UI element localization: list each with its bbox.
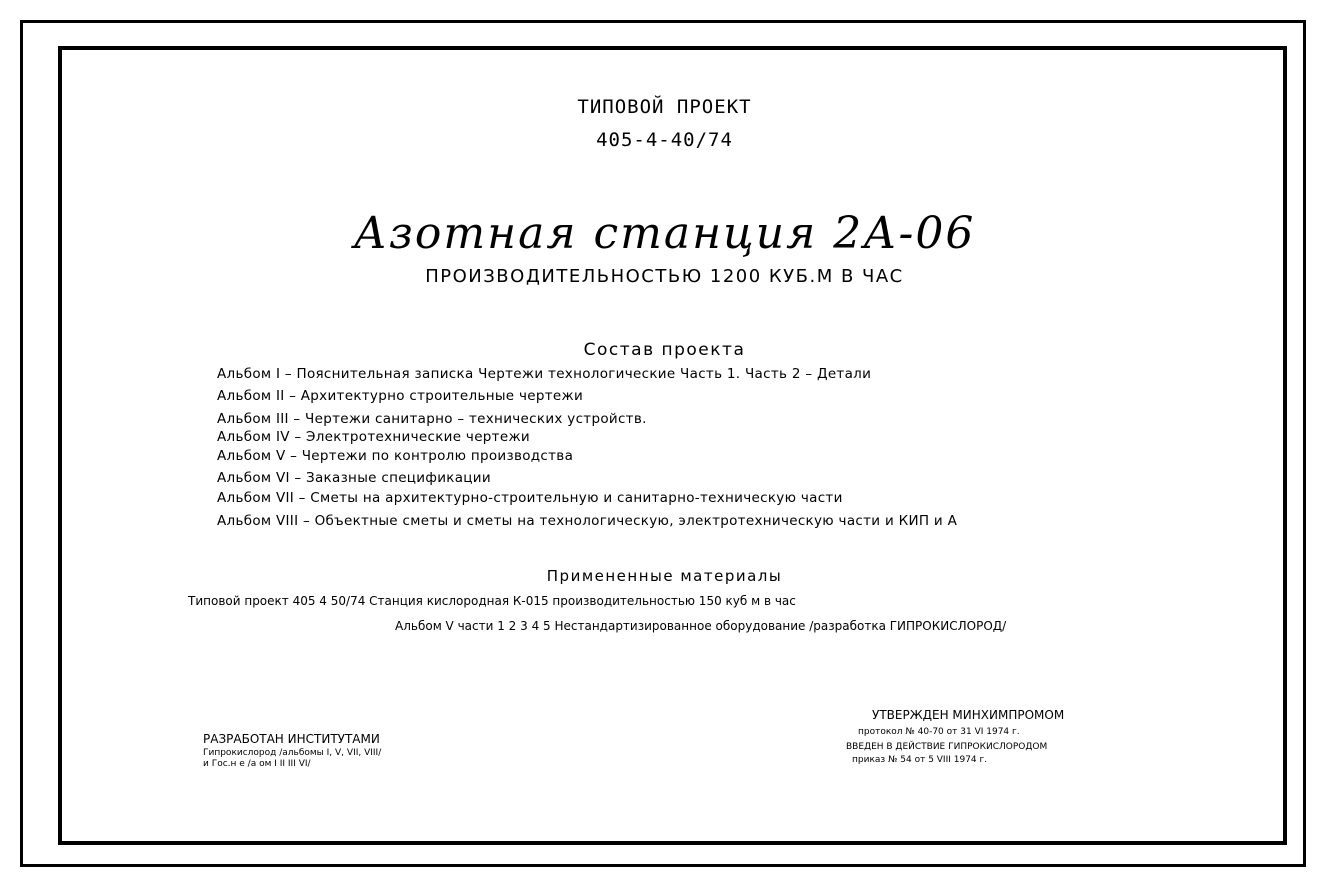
album-8: Альбом VIII – Объектные сметы и сметы на технологическую, электротехническую части и КИП и А <box>217 513 958 529</box>
developer-line-2: Гипрокислород /альбомы I, V, VII, VIII/ <box>203 748 382 758</box>
album-4: Альбом IV – Электротехнические чертежи <box>217 429 530 445</box>
album-6: Альбом VI – Заказные спецификации <box>217 470 491 486</box>
approval-line-3: ВВЕДЕН В ДЕЙСТВИЕ ГИПРОКИСЛОРОДОМ <box>846 742 1048 752</box>
materials-line-2: Альбом V части 1 2 3 4 5 Нестандартизированное оборудование /разработка ГИПРОКИСЛОРОД/ <box>395 619 1007 633</box>
approval-line-4: приказ № 54 от 5 VIII 1974 г. <box>852 755 988 765</box>
album-2: Альбом II – Архитектурно строительные чертежи <box>217 388 584 404</box>
album-1: Альбом I – Пояснительная записка Чертежи технологические Часть 1. Часть 2 – Детали <box>217 366 872 382</box>
composition-heading: Состав проекта <box>583 340 746 360</box>
approval-line-2: протокол № 40-70 от 31 VI 1974 г. <box>858 727 1020 737</box>
project-type: ТИПОВОЙ ПРОЕКТ <box>577 96 752 118</box>
project-number: 405-4-40/74 <box>596 129 733 151</box>
main-title: Азотная станция 2А-06 <box>353 208 976 259</box>
approval-line-1: УТВЕРЖДЕН МИНХИМПРОМОМ <box>872 708 1065 722</box>
album-5: Альбом V – Чертежи по контролю производства <box>217 448 574 464</box>
materials-heading: Примененные материалы <box>546 567 783 585</box>
subtitle: ПРОИЗВОДИТЕЛЬНОСТЬЮ 1200 КУБ.М В ЧАС <box>425 266 904 287</box>
album-7: Альбом VII – Сметы на архитектурно-строительную и санитарно-техническую части <box>217 490 843 506</box>
album-3: Альбом III – Чертежи санитарно – технических устройств. <box>217 411 647 427</box>
developer-line-3: и Гос.н е /а ом I II III VI/ <box>203 759 311 769</box>
materials-line-1: Типовой проект 405 4 50/74 Станция кислородная К-015 производительностью 150 куб м в час <box>188 594 796 608</box>
inner-frame <box>58 46 1287 845</box>
developer-line-1: РАЗРАБОТАН ИНСТИТУТАМИ <box>203 732 380 746</box>
